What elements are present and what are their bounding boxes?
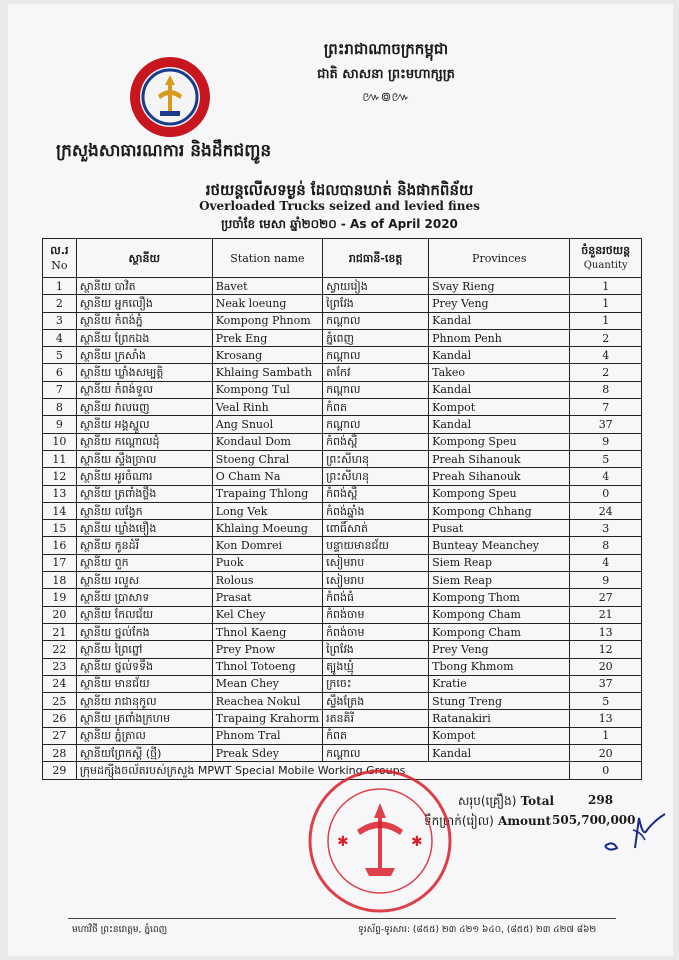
official-stamp-icon (307, 768, 453, 914)
province-name: Prey Veng (429, 641, 570, 658)
table-row (43, 364, 642, 381)
table-row (43, 347, 642, 364)
total-label: សរុប(គ្រឿង) Total (458, 794, 555, 808)
quantity: 12 (570, 641, 642, 658)
row-number: 20 (43, 606, 77, 623)
quantity: 1 (570, 727, 642, 744)
row-number: 23 (43, 658, 77, 675)
table-row (43, 554, 642, 571)
quantity: 3 (570, 520, 642, 537)
table-row (43, 329, 642, 346)
station-khmer: ស្ថានីយ ត្រពាំងថ្លឹង (76, 485, 212, 502)
station-name: O Cham Na (212, 468, 322, 485)
station-name: Bavet (212, 278, 322, 295)
province-khmer: កណ្ដាល (323, 347, 429, 364)
province-name: Stung Treng (429, 693, 570, 710)
title-date: ប្រចាំខែ មេសា ឆ្នាំ២០២០ - As of April 2020 (221, 217, 458, 231)
station-name: Stoeng Chral (212, 450, 322, 467)
ornament: ៚៙៚ (362, 90, 410, 105)
table-row (43, 727, 642, 744)
amount-label: ទឹកប្រាក់(រៀល) Amount (424, 814, 552, 828)
station-name: Kompong Tul (212, 381, 322, 398)
quantity: 13 (570, 710, 642, 727)
station-khmer: ស្ថានីយ មានជ័យ (76, 675, 212, 692)
province-name: Kompong Chhang (429, 502, 570, 519)
province-khmer: សៀមរាប (323, 554, 429, 571)
table-row (43, 433, 642, 450)
station-name: Prek Eng (212, 329, 322, 346)
province-name: Phnom Penh (429, 329, 570, 346)
province-khmer: សៀមរាប (323, 572, 429, 589)
province-name: Kompong Speu (429, 433, 570, 450)
station-khmer: ស្ថានីយ វាលរេញ (76, 399, 212, 416)
province-khmer: កំពង់ឆ្នាំង (323, 502, 429, 519)
svg-text:✱: ✱ (411, 834, 423, 850)
col-province-kh: រាជធានី-ខេត្ត (323, 239, 429, 278)
table-row (43, 675, 642, 692)
table-row (43, 450, 642, 467)
province-khmer: រតនគិរី (323, 710, 429, 727)
row-number: 6 (43, 364, 77, 381)
row-number: 12 (43, 468, 77, 485)
station-name: Krosang (212, 347, 322, 364)
col-station-kh: ស្ថានីយ (76, 239, 212, 278)
quantity: 7 (570, 399, 642, 416)
station-name: Kondaul Dom (212, 433, 322, 450)
province-name: Kratie (429, 675, 570, 692)
table-row (43, 693, 642, 710)
station-name: Reachea Nokul (212, 693, 322, 710)
table-row (43, 416, 642, 433)
table-header-row (43, 239, 642, 278)
quantity: 2 (570, 329, 642, 346)
table-row (43, 710, 642, 727)
station-name: Neak loeung (212, 295, 322, 312)
table-row (43, 502, 642, 519)
row-number: 13 (43, 485, 77, 502)
quantity: 9 (570, 572, 642, 589)
station-khmer: ស្ថានីយ ពួក (76, 554, 212, 571)
quantity: 4 (570, 554, 642, 571)
province-name: Kandal (429, 745, 570, 762)
col-provinces: Provinces (429, 239, 570, 278)
row-number: 8 (43, 399, 77, 416)
quantity: 8 (570, 537, 642, 554)
table-row (43, 312, 642, 329)
table-row (43, 520, 642, 537)
table-row (43, 381, 642, 398)
quantity: 8 (570, 381, 642, 398)
province-name: Ratanakiri (429, 710, 570, 727)
row-number: 18 (43, 572, 77, 589)
province-khmer: កំពង់ស្ពឺ (323, 485, 429, 502)
motto: ជាតិ សាសនា ព្រះមហាក្សត្រ (317, 67, 455, 82)
row-number: 24 (43, 675, 77, 692)
station-khmer: ស្ថានីយ ឃ្លាំងសម្បត្តិ (76, 364, 212, 381)
station-name: Trapaing Thlong (212, 485, 322, 502)
row-number: 1 (43, 278, 77, 295)
province-name: Kompot (429, 399, 570, 416)
province-name: Kandal (429, 381, 570, 398)
row-number: 16 (43, 537, 77, 554)
row-number: 28 (43, 745, 77, 762)
row-number: 4 (43, 329, 77, 346)
col-no: ល.រ No (43, 239, 77, 278)
quantity: 37 (570, 416, 642, 433)
station-name: Thnol Kaeng (212, 623, 322, 640)
station-name: Ang Snuol (212, 416, 322, 433)
quantity: 1 (570, 312, 642, 329)
row-number: 26 (43, 710, 77, 727)
quantity: 20 (570, 658, 642, 675)
province-khmer: ព្រះសីហនុ (323, 450, 429, 467)
province-khmer: កណ្ដាល (323, 312, 429, 329)
province-khmer: តាកែវ (323, 364, 429, 381)
footer-divider (68, 918, 616, 919)
row-number: 21 (43, 623, 77, 640)
station-khmer: ស្ថានីយ រាជានុកូល (76, 693, 212, 710)
table-row (43, 537, 642, 554)
table-row (43, 745, 642, 762)
station-khmer: ស្ថានីយ រលួស (76, 572, 212, 589)
province-khmer: ពោធិ៍សាត់ (323, 520, 429, 537)
province-name: Siem Reap (429, 554, 570, 571)
station-khmer: ស្ថានីយ អ្នកលឿង (76, 295, 212, 312)
signature-icon (595, 808, 675, 858)
table-row (43, 572, 642, 589)
table-row (43, 658, 642, 675)
province-name: Kandal (429, 312, 570, 329)
province-khmer: ត្បូងឃ្មុំ (323, 658, 429, 675)
row-number: 17 (43, 554, 77, 571)
province-khmer: ភ្នំពេញ (323, 329, 429, 346)
row-number: 15 (43, 520, 77, 537)
row-number: 27 (43, 727, 77, 744)
row-number: 19 (43, 589, 77, 606)
province-khmer: ស្វាយរៀង (323, 278, 429, 295)
station-khmer: ស្ថានីយ ថ្នល់កែង (76, 623, 212, 640)
quantity: 1 (570, 278, 642, 295)
station-name: Puok (212, 554, 322, 571)
province-khmer: បន្ទាយមានជ័យ (323, 537, 429, 554)
table-row (43, 468, 642, 485)
footer-phone: ទូរស័ព្ទ-ទូរសារ: (៨៥៥) ២៣ ៤២១ ៦៤០, (៨៥៥) ២៣ ៤២៧ ៨៦២ (358, 925, 597, 935)
province-name: Kompong Speu (429, 485, 570, 502)
svg-text:✱: ✱ (337, 834, 349, 850)
row-number: 11 (43, 450, 77, 467)
province-name: Siem Reap (429, 572, 570, 589)
province-name: Svay Rieng (429, 278, 570, 295)
station-name: Mean Chey (212, 675, 322, 692)
row-number: 5 (43, 347, 77, 364)
station-name: Khlaing Sambath (212, 364, 322, 381)
row-number: 22 (43, 641, 77, 658)
province-name: Kandal (429, 347, 570, 364)
title-khmer: រថយន្តលើសទម្ងន់ ដែលបានឃាត់ និងផាកពិន័យ (205, 181, 474, 199)
province-khmer: កំពង់ចាម (323, 623, 429, 640)
province-khmer: កំពង់ស្ពឺ (323, 433, 429, 450)
col-quantity: ចំនួនរថយន្ត Quantity (570, 239, 642, 278)
province-name: Takeo (429, 364, 570, 381)
table-row (43, 606, 642, 623)
ministry-name: ក្រសួងសាធារណការ និងដឹកជញ្ជូន (56, 141, 272, 161)
station-khmer: ស្ថានីយ កំពង់ទួល (76, 381, 212, 398)
kingdom-heading: ព្រះរាជាណាចក្រកម្ពុជា (323, 40, 449, 58)
station-khmer: ស្ថានីយ កូនដំរី (76, 537, 212, 554)
province-khmer: កំពង់ធំ (323, 589, 429, 606)
province-name: Prey Veng (429, 295, 570, 312)
row-number: 29 (43, 762, 77, 779)
station-name: Khlaing Moeung (212, 520, 322, 537)
trucks-table (42, 238, 642, 780)
title-english: Overloaded Trucks seized and levied fines (199, 199, 480, 213)
row-number: 25 (43, 693, 77, 710)
quantity: 27 (570, 589, 642, 606)
table-row (43, 623, 642, 640)
station-name: Prey Pnow (212, 641, 322, 658)
quantity: 0 (570, 762, 642, 779)
station-khmer: ស្ថានីយ បាវិត (76, 278, 212, 295)
station-khmer: ស្ថានីយ លង្វែក (76, 502, 212, 519)
station-khmer: ស្ថានីយ ថ្នល់ទទឹង (76, 658, 212, 675)
table-row (43, 278, 642, 295)
quantity: 2 (570, 364, 642, 381)
station-khmer: ស្ថានីយ អូរចំណារ (76, 468, 212, 485)
province-name: Tbong Khmom (429, 658, 570, 675)
quantity: 0 (570, 485, 642, 502)
quantity: 24 (570, 502, 642, 519)
row-number: 7 (43, 381, 77, 398)
station-khmer: ស្ថានីយ អង្គស្នួល (76, 416, 212, 433)
province-name: Bunteay Meanchey (429, 537, 570, 554)
station-name: Phnom Tral (212, 727, 322, 744)
province-khmer: កំពត (323, 727, 429, 744)
table-row (43, 641, 642, 658)
table-row (43, 485, 642, 502)
ministry-emblem-icon (128, 55, 212, 139)
station-name: Preak Sdey (212, 745, 322, 762)
station-name: Kel Chey (212, 606, 322, 623)
quantity: 4 (570, 468, 642, 485)
station-khmer: ស្ថានីយ កែលជ័យ (76, 606, 212, 623)
station-khmer: ស្ថានីយ ភ្នំត្រាល (76, 727, 212, 744)
station-name: Rolous (212, 572, 322, 589)
quantity: 9 (570, 433, 642, 450)
quantity: 1 (570, 295, 642, 312)
table-row (43, 589, 642, 606)
station-khmer: ស្ថានីយ កំពង់ភ្នំ (76, 312, 212, 329)
province-khmer: ក្រចេះ (323, 675, 429, 692)
province-name: Pusat (429, 520, 570, 537)
amount-value: 505,700,000 (552, 813, 636, 827)
table-row (43, 399, 642, 416)
station-name: Kon Domrei (212, 537, 322, 554)
quantity: 37 (570, 675, 642, 692)
quantity: 5 (570, 450, 642, 467)
station-khmer: ស្ថានីយ ប្រាសាទ (76, 589, 212, 606)
quantity: 13 (570, 623, 642, 640)
province-name: Preah Sihanouk (429, 450, 570, 467)
province-name: Preah Sihanouk (429, 468, 570, 485)
station-khmer: ស្ថានីយ ក្រសាំង (76, 347, 212, 364)
quantity: 21 (570, 606, 642, 623)
station-name: Trapaing Krahorm (212, 710, 322, 727)
province-khmer: ព្រៃវែង (323, 295, 429, 312)
province-name: Kompong Thom (429, 589, 570, 606)
station-khmer: ស្ថានីយ ព្រៃព្នៅ (76, 641, 212, 658)
province-name: Kandal (429, 416, 570, 433)
station-khmer: ស្ថានីយ កណ្ដោលដុំ (76, 433, 212, 450)
station-khmer: ស្ថានីយ ឃ្លាំងមឿង (76, 520, 212, 537)
province-khmer: កំពត (323, 399, 429, 416)
table-row (43, 295, 642, 312)
station-name: Kompong Phnom (212, 312, 322, 329)
station-khmer: ស្ថានីយព្រែកស្តី (ថ្មី) (76, 745, 212, 762)
province-name: Kompong Cham (429, 606, 570, 623)
quantity: 20 (570, 745, 642, 762)
province-khmer: ព្រះសីហនុ (323, 468, 429, 485)
row-number: 10 (43, 433, 77, 450)
total-value: 298 (588, 793, 614, 807)
province-name: Kompot (429, 727, 570, 744)
mobile-groups-label: ក្រុមដក្ស៊ីងចល័តរបស់ក្រសួង MPWT Special Mobile Working Groups (76, 762, 570, 779)
quantity: 4 (570, 347, 642, 364)
station-name: Long Vek (212, 502, 322, 519)
footer-address: មហាវិថី ព្រះនរោត្តម, ភ្នំពេញ (72, 925, 168, 935)
quantity: 5 (570, 693, 642, 710)
province-name: Kompong Cham (429, 623, 570, 640)
station-name: Veal Rinh (212, 399, 322, 416)
station-khmer: ស្ថានីយ ព្រែកឯង (76, 329, 212, 346)
province-khmer: ព្រៃវែង (323, 641, 429, 658)
col-station-name: Station name (212, 239, 322, 278)
province-khmer: ស្ទឹងត្រែង (323, 693, 429, 710)
row-number: 9 (43, 416, 77, 433)
row-number: 2 (43, 295, 77, 312)
row-number: 14 (43, 502, 77, 519)
province-khmer: កណ្ដាល (323, 416, 429, 433)
row-number: 3 (43, 312, 77, 329)
province-khmer: កំពង់ចាម (323, 606, 429, 623)
station-khmer: ស្ថានីយ ត្រពាំងក្រហម (76, 710, 212, 727)
station-name: Thnol Totoeng (212, 658, 322, 675)
station-khmer: ស្ថានីយ ស្ទឹងច្រាល (76, 450, 212, 467)
province-khmer: កណ្ដាល (323, 381, 429, 398)
station-name: Prasat (212, 589, 322, 606)
province-khmer: កណ្ដាល (323, 745, 429, 762)
